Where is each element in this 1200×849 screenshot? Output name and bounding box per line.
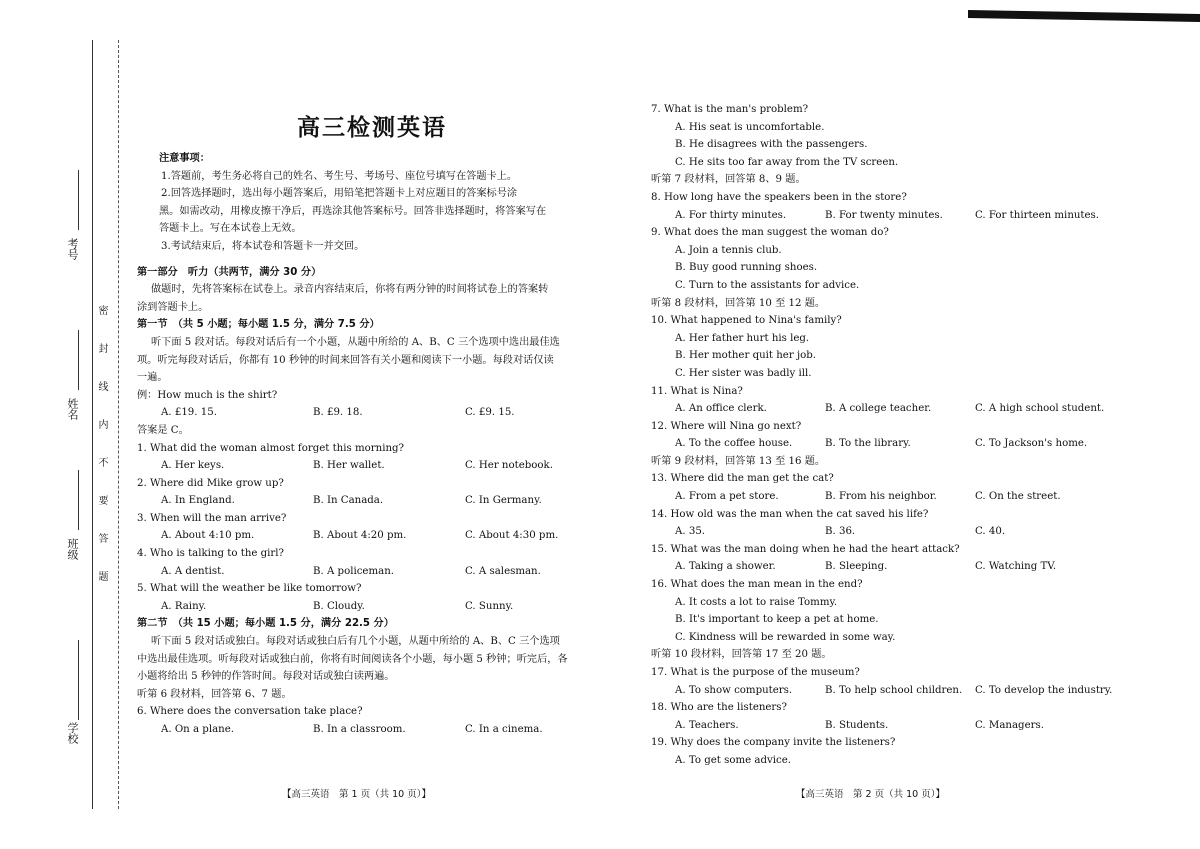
- question: 4. Who is talking to the girl?: [137, 548, 285, 560]
- question-options: A. About 4:10 pm. B. About 4:20 pm. C. About 4:30 pm.: [161, 530, 559, 542]
- option: C. He sits too far away from the TV screen.: [675, 156, 899, 168]
- question-options: A. Taking a shower. B. Sleeping. C. Watching TV.: [675, 561, 1057, 573]
- question: 10. What happened to Nina's family?: [651, 315, 842, 327]
- option: B. Her mother quit her job.: [675, 350, 816, 362]
- option: A. It costs a lot to raise Tommy.: [675, 596, 838, 608]
- material-heading: 听第 9 段材料，回答第 13 至 16 题。: [651, 455, 826, 467]
- field-line: [78, 170, 80, 230]
- question: 1. What did the woman almost forget this morning?: [137, 442, 404, 454]
- question: 8. How long have the speakers been in the store?: [651, 191, 907, 203]
- notice-line: 3.考试结束后，将本试卷和答题卡一并交回。: [161, 240, 365, 252]
- question: 3. When will the man arrive?: [137, 512, 287, 524]
- option: B. He disagrees with the passengers.: [675, 139, 868, 151]
- question-options: A. To the coffee house. B. To the library. C. To Jackson's home.: [675, 438, 1088, 450]
- question: 16. What does the man mean in the end?: [651, 579, 863, 591]
- banji-label: 班级: [66, 538, 79, 560]
- page-title: 高三检测英语: [297, 115, 447, 141]
- example-question: 例：How much is the shirt?: [137, 389, 278, 401]
- material-heading: 听第 7 段材料，回答第 8、9 题。: [651, 174, 806, 186]
- question: 9. What does the man suggest the woman do?: [651, 227, 889, 239]
- option: A. Join a tennis club.: [675, 244, 782, 256]
- notice-line: 1.答题前，考生务必将自己的姓名、考生号、考场号、座位号填写在答题卡上。: [161, 170, 518, 182]
- option: C. Turn to the assistants for advice.: [675, 279, 860, 291]
- option: A. His seat is uncomfortable.: [675, 121, 825, 133]
- notice-line: 答题卡上。写在本试卷上无效。: [159, 223, 302, 235]
- question: 12. Where will Nina go next?: [651, 420, 802, 432]
- section1-heading: 第一节 （共 5 小题；每小题 1.5 分，满分 7.5 分）: [137, 319, 380, 331]
- question: 5. What will the weather be like tomorrow?: [137, 583, 362, 595]
- question-options: A. An office clerk. B. A college teacher. C. A high school student.: [675, 403, 1105, 415]
- margin-line: [92, 40, 93, 809]
- question-options: A. In England. B. In Canada. C. In Germany.: [161, 495, 542, 507]
- part1-desc: 做题时，先将答案标在试卷上。录音内容结束后，你将有两分钟的时间将试卷上的答案转: [151, 284, 549, 296]
- example-answer: 答案是 C。: [137, 424, 189, 436]
- question: 2. Where did Mike grow up?: [137, 477, 284, 489]
- question-options: A. Her keys. B. Her wallet. C. Her notebook.: [161, 460, 553, 472]
- material-heading: 听第 10 段材料，回答第 17 至 20 题。: [651, 649, 832, 661]
- field-line: [78, 640, 80, 720]
- kaohao-label: 考号: [66, 238, 79, 260]
- question: 7. What is the man's problem?: [651, 104, 809, 115]
- question-options: A. On a plane. B. In a classroom. C. In a cinema.: [161, 724, 543, 735]
- question-options: A. A dentist. B. A policeman. C. A salesman.: [161, 565, 541, 577]
- binding-margin: [0, 0, 128, 849]
- material-heading: 听第 8 段材料，回答第 10 至 12 题。: [651, 297, 826, 309]
- question: 13. Where did the man get the cat?: [651, 473, 834, 485]
- part1-desc: 涂到答题卡上。: [137, 301, 209, 313]
- right-column: [651, 101, 1191, 770]
- option: B. It's important to keep a pet at home.: [675, 614, 879, 626]
- question: 15. What was the man doing when he had the heart attack?: [651, 543, 960, 555]
- notice-line: 黑。如需改动，用橡皮擦干净后，再选涂其他答案标号。回答非选择题时，将答案写在: [159, 205, 547, 217]
- option: C. Her sister was badly ill.: [675, 367, 812, 379]
- option: A. To get some advice.: [675, 754, 791, 766]
- question-options: A. Teachers. B. Students. C. Managers.: [675, 719, 1044, 731]
- margin-dash-line: [118, 40, 119, 809]
- section1-desc: 项。听完每段对话后，你都有 10 秒钟的时间来回答有关小题和阅读下一小题。每段对话仅读: [137, 354, 554, 366]
- question: 19. Why does the company invite the listeners?: [651, 737, 896, 749]
- page-footer-1: 【高三英语 第 1 页（共 10 页）】: [282, 789, 431, 800]
- section2-desc: 小题将给出 5 秒钟的作答时间。每段对话或独白读两遍。: [137, 671, 395, 683]
- question-options: A. To show computers. B. To help school children. C. To develop the industry.: [675, 684, 1113, 696]
- section1-desc: 听下面 5 段对话。每段对话后有一个小题，从题中所给的 A、B、C 三个选项中选出最佳选: [151, 336, 560, 348]
- part1-heading: 第一部分 听力（共两节，满分 30 分）: [137, 266, 322, 278]
- left-column: [137, 106, 607, 739]
- seal-line-text: 密封线内不要答题: [96, 305, 107, 609]
- question-options: A. Rainy. B. Cloudy. C. Sunny.: [161, 600, 514, 612]
- question: 18. Who are the listeners?: [651, 702, 787, 714]
- option: A. Her father hurt his leg.: [675, 332, 810, 344]
- notice-line: 2.回答选择题时，选出每小题答案后，用铅笔把答题卡上对应题目的答案标号涂: [161, 188, 518, 200]
- question: 11. What is Nina?: [651, 385, 743, 397]
- question-options: A. 35. B. 36. C. 40.: [675, 526, 1006, 538]
- section2-desc: 听下面 5 段对话或独白。每段对话或独白后有几个小题，从题中所给的 A、B、C 三个选项: [151, 636, 560, 648]
- example-options: A. £19. 15. B. £9. 18. C. £9. 15.: [161, 407, 515, 419]
- notice-heading: 注意事项：: [159, 153, 210, 164]
- question: 17. What is the purpose of the museum?: [651, 667, 860, 678]
- option: C. Kindness will be rewarded in some way.: [675, 631, 896, 643]
- question-options: A. From a pet store. B. From his neighbor. C. On the street.: [675, 491, 1061, 503]
- xingming-label: 姓名: [66, 398, 79, 420]
- field-line: [78, 330, 80, 390]
- question: 14. How old was the man when the cat saved his life?: [651, 508, 929, 520]
- section1-desc: 一遍。: [137, 372, 168, 384]
- question: 6. Where does the conversation take place?: [137, 706, 363, 718]
- field-line: [78, 470, 80, 530]
- scan-edge-bar: [968, 10, 1200, 22]
- question-options: A. For thirty minutes. B. For twenty minutes. C. For thirteen minutes.: [675, 209, 1100, 221]
- section2-heading: 第二节 （共 15 小题；每小题 1.5 分，满分 22.5 分）: [137, 618, 394, 630]
- material-heading: 听第 6 段材料，回答第 6、7 题。: [137, 688, 292, 700]
- option: B. Buy good running shoes.: [675, 262, 818, 274]
- xuexiao-label: 学校: [66, 722, 79, 744]
- section2-desc: 中选出最佳选项。听每段对话或独白前，你将有时间阅读各个小题，每小题 5 秒钟；听完后，各: [137, 653, 568, 665]
- page-footer-2: 【高三英语 第 2 页（共 10 页）】: [796, 789, 945, 800]
